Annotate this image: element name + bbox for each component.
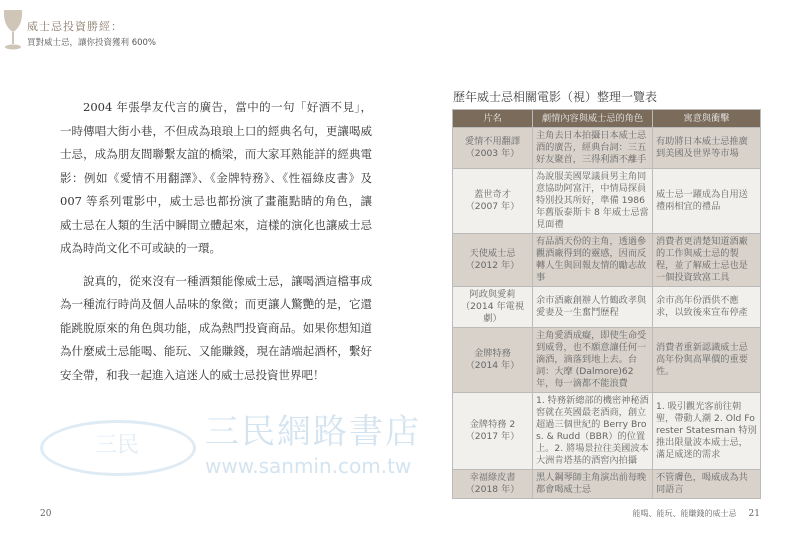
impact-cell: 不管膚色，喝威成為共同語言 <box>653 470 761 499</box>
impact-cell: 余市高年份酒供不應求，以致後來宣布停產 <box>653 287 761 328</box>
watermark-name: 三民網路書店 <box>205 412 421 452</box>
impact-cell: 消費者重新認識威士忌高年份與高單價的重要性。 <box>653 328 761 393</box>
table-title: 歷年威士忌相關電影（視）整理一覽表 <box>453 90 658 104</box>
impact-cell: 1. 吸引觀光客前往朝聖，帶動人潮 2. Old Forester Statesman 特別推出限量波本威士忌，滿足威迷的需求 <box>653 393 761 470</box>
impact-cell: 消費者更清楚知道酒廠的工作與威士忌的製程，並了解威士忌也是一個投資致富工具 <box>653 234 761 287</box>
role-cell: 1. 特務新總部的機密神秘酒窖就在英國最老酒商，創立超過三個世紀的 Berry Bros. & Rudd（BBR）的位置上。2. 將場景拉往美國波本大洲肯塔基的酒窖內拍攝 <box>533 393 653 470</box>
table-row <box>453 128 761 169</box>
role-cell: 主角去日本拍攝日本威士忌酒的廣告，經典台詞：三五好友聚首，三得利酒不離手 <box>533 128 653 169</box>
table-row <box>453 470 761 499</box>
table-row <box>453 234 761 287</box>
film-name-cell: 金牌特務 2 （2017 年） <box>453 393 533 470</box>
impact-cell: 威士忌一躍成為自用送禮兩相宜的禮品 <box>653 169 761 234</box>
table-row <box>453 287 761 328</box>
role-cell: 有品酒天份的主角，透過參觀酒廠得到的靈感，因而反轉人生與回報友情的勵志故事 <box>533 234 653 287</box>
column-header: 劇情內容與威士忌的角色 <box>533 110 653 128</box>
column-header: 片名 <box>453 110 533 128</box>
watermark-logo: 三民 <box>40 420 196 476</box>
role-cell: 余市酒廠創辦人竹鶴政孝與愛妻及一生奮鬥歷程 <box>533 287 653 328</box>
book-title: 威士忌投資勝經： <box>27 20 123 33</box>
role-cell: 為說服美國眾議員男主角同意協助阿富汗，中情局探員特別投其所好，準備 1986 年舊版泰斯卡 8 年威士忌當見面禮 <box>533 169 653 234</box>
table-header-row <box>453 110 761 128</box>
film-name-cell: 金牌特務 （2014 年） <box>453 328 533 393</box>
film-name-cell: 幸福綠皮書 （2018 年） <box>453 470 533 499</box>
film-name-cell: 蓋世奇才 （2007 年） <box>453 169 533 234</box>
body-text <box>60 96 372 396</box>
column-header: 寓意與衝擊 <box>653 110 761 128</box>
paragraph: 說真的，從來沒有一種酒類能像威士忌，讓喝酒這檔事成為一種流行時尚及個人品味的象徵；而更讓人驚艷的是，它還能跳脫原來的角色與功能，成為熱門投資商品。如果你想知道為什麼威士忌能喝、能玩、又能賺錢，現在請端起酒杯，繫好安全帶，和我一起進入這迷人的威士忌投資世界吧！ <box>60 273 372 382</box>
book-subtitle: 買對威士忌，讓你投資獲利 600% <box>27 38 157 48</box>
watermark <box>40 412 420 482</box>
right-footer <box>633 508 760 520</box>
table-row <box>453 328 761 393</box>
whisky-films-table <box>452 109 761 499</box>
table-row <box>453 169 761 234</box>
page-number-left: 20 <box>40 509 52 519</box>
whisky-glass-icon <box>2 8 24 52</box>
film-name-cell: 阿政與愛莉 （2014 年電視劇） <box>453 287 533 328</box>
role-cell: 主角愛酒成癡，即使生命受到威脅，也不願意讓任何一滴酒，滴落到地上去。台詞：大摩 (Dalmore)62 年，每一滴都不能浪費 <box>533 328 653 393</box>
footer-title: 能喝、能玩、能賺錢的威士忌 <box>632 509 737 518</box>
table-row <box>453 393 761 470</box>
watermark-url: www.sanmin.com.tw <box>205 454 412 478</box>
role-cell: 黑人鋼琴師主角演出前每晚都會喝威士忌 <box>533 470 653 499</box>
paragraph: 2004 年張學友代言的廣告，當中的一句「好酒不見」，一時傳唱大街小巷，不但成為琅琅上口的經典名句，更讓喝威士忌，成為朋友間聯繫友誼的橋梁，而大家耳熟能詳的經典電影：例如《愛情不用翻譯》、《金牌特務》、《性福綠皮書》及 007 等系列電影中，威士忌也都扮演了畫龍點睛的角色，讓威士忌在人類的生活中瞬間立體起來，這樣的演化也讓威士忌成為時尚文化不可或缺的一環。 <box>60 100 372 255</box>
film-name-cell: 天使威士忌 （2012 年） <box>453 234 533 287</box>
running-header <box>0 0 260 60</box>
film-name-cell: 愛情不用翻譯 （2003 年） <box>453 128 533 169</box>
page-number-right: 21 <box>748 509 760 519</box>
impact-cell: 有助將日本威士忌推廣到美國及世界等市場 <box>653 128 761 169</box>
